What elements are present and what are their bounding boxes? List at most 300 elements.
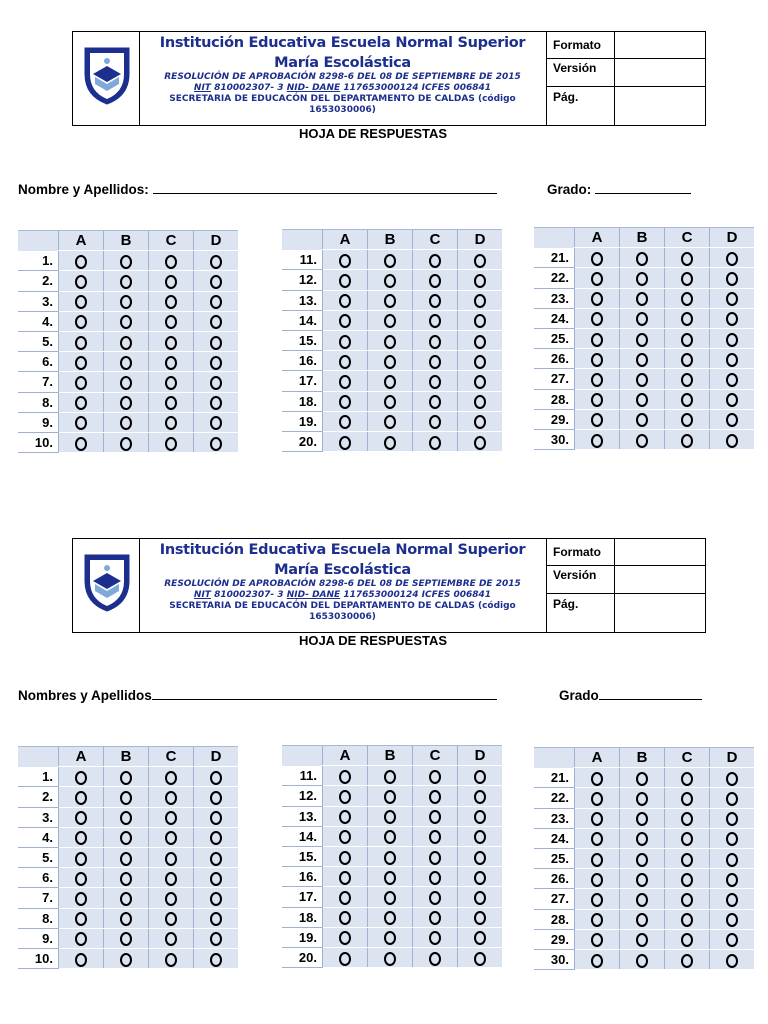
answer-bubble-icon[interactable] (75, 396, 87, 410)
answer-bubble-icon[interactable] (165, 872, 177, 886)
question-number: 18. (282, 907, 323, 927)
answer-bubble-icon[interactable] (636, 772, 648, 786)
answer-cell (149, 352, 194, 372)
answer-bubble-icon[interactable] (591, 954, 603, 968)
answer-bubble-icon[interactable] (429, 375, 441, 389)
answer-bubble-icon[interactable] (681, 873, 693, 887)
answer-bubble-icon[interactable] (339, 952, 351, 966)
answer-bubble-icon[interactable] (165, 336, 177, 350)
question-row (18, 948, 238, 968)
answer-bubble-icon[interactable] (165, 811, 177, 825)
answer-bubble-icon[interactable] (591, 312, 603, 326)
answer-bubble-icon[interactable] (726, 413, 738, 427)
answer-bubble-icon[interactable] (120, 852, 132, 866)
answer-bubble-icon[interactable] (165, 771, 177, 785)
answer-bubble-icon[interactable] (474, 335, 486, 349)
answer-cell (710, 389, 755, 409)
answer-bubble-icon[interactable] (474, 790, 486, 804)
answer-bubble-icon[interactable] (429, 790, 441, 804)
answer-bubble-icon[interactable] (474, 931, 486, 945)
answer-bubble-icon[interactable] (636, 933, 648, 947)
option-header-row (534, 748, 754, 768)
answer-cell (620, 788, 665, 808)
answer-bubble-icon[interactable] (681, 913, 693, 927)
answer-bubble-icon[interactable] (591, 373, 603, 387)
answer-cell (149, 868, 194, 888)
answer-cell (194, 432, 239, 452)
answer-bubble-icon[interactable] (429, 830, 441, 844)
answer-bubble-icon[interactable] (681, 954, 693, 968)
answer-bubble-icon[interactable] (726, 913, 738, 927)
option-header: B (104, 747, 149, 767)
answer-bubble-icon[interactable] (429, 415, 441, 429)
answer-bubble-icon[interactable] (120, 275, 132, 289)
answer-bubble-icon[interactable] (726, 812, 738, 826)
answer-bubble-icon[interactable] (591, 933, 603, 947)
answer-bubble-icon[interactable] (726, 393, 738, 407)
answer-bubble-icon[interactable] (384, 375, 396, 389)
answer-bubble-icon[interactable] (75, 791, 87, 805)
answer-bubble-icon[interactable] (120, 811, 132, 825)
answer-bubble-icon[interactable] (429, 810, 441, 824)
answer-bubble-icon[interactable] (75, 336, 87, 350)
answer-bubble-icon[interactable] (339, 810, 351, 824)
question-row (282, 250, 502, 270)
answer-bubble-icon[interactable] (384, 274, 396, 288)
answer-bubble-icon[interactable] (636, 832, 648, 846)
answer-bubble-icon[interactable] (681, 353, 693, 367)
answer-bubble-icon[interactable] (210, 275, 222, 289)
answer-bubble-icon[interactable] (636, 413, 648, 427)
answer-bubble-icon[interactable] (339, 274, 351, 288)
answer-bubble-icon[interactable] (339, 375, 351, 389)
answer-bubble-icon[interactable] (120, 771, 132, 785)
answer-bubble-icon[interactable] (165, 831, 177, 845)
answer-bubble-icon[interactable] (339, 931, 351, 945)
answer-bubble-icon[interactable] (429, 355, 441, 369)
answer-cell (458, 947, 503, 967)
answer-bubble-icon[interactable] (75, 892, 87, 906)
answer-bubble-icon[interactable] (474, 770, 486, 784)
answer-bubble-icon[interactable] (384, 891, 396, 905)
answer-bubble-icon[interactable] (726, 832, 738, 846)
answer-bubble-icon[interactable] (681, 893, 693, 907)
answer-bubble-icon[interactable] (429, 294, 441, 308)
answer-bubble-icon[interactable] (429, 891, 441, 905)
answer-bubble-icon[interactable] (591, 272, 603, 286)
answer-bubble-icon[interactable] (636, 272, 648, 286)
answer-bubble-icon[interactable] (636, 853, 648, 867)
answer-bubble-icon[interactable] (636, 312, 648, 326)
answer-bubble-icon[interactable] (636, 812, 648, 826)
answer-bubble-icon[interactable] (681, 434, 693, 448)
answer-bubble-icon[interactable] (474, 851, 486, 865)
answer-bubble-icon[interactable] (681, 792, 693, 806)
answer-bubble-icon[interactable] (591, 333, 603, 347)
answer-bubble-icon[interactable] (339, 790, 351, 804)
answer-bubble-icon[interactable] (591, 772, 603, 786)
answer-bubble-icon[interactable] (384, 415, 396, 429)
answer-bubble-icon[interactable] (210, 336, 222, 350)
answer-bubble-icon[interactable] (210, 811, 222, 825)
answer-bubble-icon[interactable] (165, 791, 177, 805)
answer-bubble-icon[interactable] (120, 912, 132, 926)
answer-bubble-icon[interactable] (636, 393, 648, 407)
answer-bubble-icon[interactable] (474, 830, 486, 844)
answer-bubble-icon[interactable] (681, 333, 693, 347)
answer-cell (620, 248, 665, 268)
answer-bubble-icon[interactable] (474, 952, 486, 966)
answer-bubble-icon[interactable] (165, 416, 177, 430)
answer-bubble-icon[interactable] (75, 255, 87, 269)
answer-bubble-icon[interactable] (75, 932, 87, 946)
answer-bubble-icon[interactable] (75, 416, 87, 430)
answer-bubble-icon[interactable] (474, 911, 486, 925)
sheet-header (72, 538, 706, 633)
answer-cell (149, 372, 194, 392)
answer-bubble-icon[interactable] (75, 376, 87, 390)
answer-bubble-icon[interactable] (120, 791, 132, 805)
answer-bubble-icon[interactable] (165, 295, 177, 309)
answer-bubble-icon[interactable] (210, 872, 222, 886)
answer-bubble-icon[interactable] (210, 791, 222, 805)
answer-bubble-icon[interactable] (726, 333, 738, 347)
answer-bubble-icon[interactable] (474, 314, 486, 328)
answer-bubble-icon[interactable] (681, 373, 693, 387)
answer-bubble-icon[interactable] (636, 292, 648, 306)
answer-bubble-icon[interactable] (591, 893, 603, 907)
answer-bubble-icon[interactable] (165, 852, 177, 866)
answer-cell (323, 786, 368, 806)
question-row (534, 949, 754, 969)
answer-bubble-icon[interactable] (429, 931, 441, 945)
answer-bubble-icon[interactable] (726, 353, 738, 367)
answer-bubble-icon[interactable] (726, 312, 738, 326)
answer-bubble-icon[interactable] (165, 912, 177, 926)
answer-bubble-icon[interactable] (210, 831, 222, 845)
answer-bubble-icon[interactable] (210, 932, 222, 946)
answer-bubble-icon[interactable] (75, 295, 87, 309)
answer-bubble-icon[interactable] (120, 336, 132, 350)
answer-cell (323, 766, 368, 786)
answer-bubble-icon[interactable] (429, 314, 441, 328)
answer-bubble-icon[interactable] (210, 953, 222, 967)
answer-bubble-icon[interactable] (210, 376, 222, 390)
answer-bubble-icon[interactable] (210, 295, 222, 309)
answer-bubble-icon[interactable] (120, 356, 132, 370)
answer-bubble-icon[interactable] (591, 252, 603, 266)
answer-bubble-icon[interactable] (120, 295, 132, 309)
student-name-field[interactable] (18, 687, 497, 703)
answer-bubble-icon[interactable] (120, 396, 132, 410)
answer-bubble-icon[interactable] (681, 292, 693, 306)
answer-bubble-icon[interactable] (75, 315, 87, 329)
answer-bubble-icon[interactable] (75, 275, 87, 289)
answer-bubble-icon[interactable] (120, 437, 132, 451)
answer-bubble-icon[interactable] (591, 393, 603, 407)
question-row (534, 889, 754, 909)
answer-bubble-icon[interactable] (474, 810, 486, 824)
answer-bubble-icon[interactable] (636, 373, 648, 387)
answer-bubble-icon[interactable] (429, 395, 441, 409)
answer-bubble-icon[interactable] (681, 933, 693, 947)
answer-bubble-icon[interactable] (210, 852, 222, 866)
answer-bubble-icon[interactable] (591, 353, 603, 367)
answer-bubble-icon[interactable] (474, 274, 486, 288)
answer-bubble-icon[interactable] (384, 871, 396, 885)
answer-bubble-icon[interactable] (339, 254, 351, 268)
answer-cell (458, 391, 503, 411)
answer-bubble-icon[interactable] (429, 274, 441, 288)
question-row (18, 271, 238, 291)
answer-bubble-icon[interactable] (726, 373, 738, 387)
answer-bubble-icon[interactable] (339, 335, 351, 349)
resolution-text: RESOLUCIÓN DE APROBACIÓN 8298-6 DEL 08 DE SEPTIEMBRE DE 2015 (164, 72, 521, 82)
answer-bubble-icon[interactable] (591, 853, 603, 867)
answer-bubble-icon[interactable] (210, 315, 222, 329)
answer-bubble-icon[interactable] (636, 252, 648, 266)
answer-bubble-icon[interactable] (681, 772, 693, 786)
answer-bubble-icon[interactable] (75, 356, 87, 370)
answer-bubble-icon[interactable] (681, 252, 693, 266)
answer-bubble-icon[interactable] (474, 891, 486, 905)
answer-cell (620, 848, 665, 868)
answer-bubble-icon[interactable] (474, 355, 486, 369)
answer-bubble-icon[interactable] (165, 892, 177, 906)
answer-bubble-icon[interactable] (75, 771, 87, 785)
answer-cell (104, 392, 149, 412)
answer-bubble-icon[interactable] (726, 933, 738, 947)
answer-bubble-icon[interactable] (636, 353, 648, 367)
answer-cell (323, 927, 368, 947)
answer-bubble-icon[interactable] (591, 832, 603, 846)
answer-bubble-icon[interactable] (120, 932, 132, 946)
answer-bubble-icon[interactable] (210, 892, 222, 906)
answer-bubble-icon[interactable] (429, 871, 441, 885)
answer-bubble-icon[interactable] (726, 873, 738, 887)
answer-bubble-icon[interactable] (120, 872, 132, 886)
answer-bubble-icon[interactable] (339, 355, 351, 369)
answer-bubble-icon[interactable] (384, 314, 396, 328)
answer-cell (458, 887, 503, 907)
answer-bubble-icon[interactable] (636, 954, 648, 968)
answer-bubble-icon[interactable] (681, 413, 693, 427)
answer-bubble-icon[interactable] (636, 913, 648, 927)
answer-bubble-icon[interactable] (339, 871, 351, 885)
answer-bubble-icon[interactable] (339, 891, 351, 905)
question-row (534, 808, 754, 828)
answer-bubble-icon[interactable] (636, 333, 648, 347)
answer-bubble-icon[interactable] (591, 913, 603, 927)
question-number: 30. (534, 429, 575, 449)
answer-bubble-icon[interactable] (384, 254, 396, 268)
question-number: 23. (534, 288, 575, 308)
answer-bubble-icon[interactable] (474, 436, 486, 450)
answer-bubble-icon[interactable] (429, 254, 441, 268)
answer-bubble-icon[interactable] (726, 853, 738, 867)
question-row (282, 411, 502, 431)
logo-cell (73, 32, 140, 125)
answer-bubble-icon[interactable] (210, 416, 222, 430)
answer-bubble-icon[interactable] (591, 873, 603, 887)
answer-bubble-icon[interactable] (384, 830, 396, 844)
grade-label: Grado: (547, 182, 596, 197)
answer-cell (710, 288, 755, 308)
question-number: 1. (18, 251, 59, 271)
answer-bubble-icon[interactable] (120, 953, 132, 967)
answer-bubble-icon[interactable] (339, 911, 351, 925)
answer-bubble-icon[interactable] (429, 770, 441, 784)
option-header: B (620, 748, 665, 768)
answer-bubble-icon[interactable] (75, 852, 87, 866)
answer-bubble-icon[interactable] (384, 355, 396, 369)
answer-bubble-icon[interactable] (429, 952, 441, 966)
answer-bubble-icon[interactable] (165, 356, 177, 370)
answer-bubble-icon[interactable] (591, 792, 603, 806)
answer-bubble-icon[interactable] (429, 911, 441, 925)
answer-bubble-icon[interactable] (120, 892, 132, 906)
answer-cell (368, 867, 413, 887)
grade-field[interactable] (559, 687, 702, 703)
answer-cell (665, 429, 710, 449)
answer-bubble-icon[interactable] (429, 335, 441, 349)
answer-cell (59, 928, 104, 948)
answer-bubble-icon[interactable] (681, 832, 693, 846)
answer-bubble-icon[interactable] (591, 413, 603, 427)
answer-bubble-icon[interactable] (474, 415, 486, 429)
answer-bubble-icon[interactable] (681, 853, 693, 867)
answer-cell (194, 847, 239, 867)
answer-bubble-icon[interactable] (591, 292, 603, 306)
answer-bubble-icon[interactable] (339, 314, 351, 328)
answer-bubble-icon[interactable] (429, 436, 441, 450)
answer-cell (149, 331, 194, 351)
answer-bubble-icon[interactable] (339, 395, 351, 409)
question-row (18, 807, 238, 827)
grade-field[interactable] (547, 181, 691, 197)
answer-bubble-icon[interactable] (120, 416, 132, 430)
answer-bubble-icon[interactable] (384, 770, 396, 784)
answer-bubble-icon[interactable] (75, 912, 87, 926)
answer-bubble-icon[interactable] (474, 375, 486, 389)
answer-bubble-icon[interactable] (339, 294, 351, 308)
answer-bubble-icon[interactable] (165, 376, 177, 390)
answer-bubble-icon[interactable] (636, 873, 648, 887)
answer-bubble-icon[interactable] (210, 396, 222, 410)
answer-bubble-icon[interactable] (384, 810, 396, 824)
answer-bubble-icon[interactable] (384, 931, 396, 945)
answer-bubble-icon[interactable] (384, 790, 396, 804)
question-number: 6. (18, 352, 59, 372)
answer-bubble-icon[interactable] (681, 272, 693, 286)
answer-bubble-icon[interactable] (165, 275, 177, 289)
answer-bubble-icon[interactable] (474, 294, 486, 308)
answer-bubble-icon[interactable] (165, 396, 177, 410)
answer-bubble-icon[interactable] (165, 437, 177, 451)
question-row (282, 846, 502, 866)
answer-bubble-icon[interactable] (339, 770, 351, 784)
answer-bubble-icon[interactable] (384, 911, 396, 925)
answer-bubble-icon[interactable] (339, 830, 351, 844)
answer-bubble-icon[interactable] (636, 893, 648, 907)
answer-bubble-icon[interactable] (726, 434, 738, 448)
answer-bubble-icon[interactable] (384, 395, 396, 409)
answer-cell (413, 411, 458, 431)
answer-bubble-icon[interactable] (120, 255, 132, 269)
answer-bubble-icon[interactable] (726, 954, 738, 968)
answer-bubble-icon[interactable] (474, 395, 486, 409)
answer-bubble-icon[interactable] (636, 792, 648, 806)
answer-bubble-icon[interactable] (210, 437, 222, 451)
answer-bubble-icon[interactable] (210, 255, 222, 269)
answer-cell (104, 352, 149, 372)
answer-bubble-icon[interactable] (474, 871, 486, 885)
answer-bubble-icon[interactable] (681, 812, 693, 826)
logo-cell (73, 539, 140, 632)
answer-bubble-icon[interactable] (384, 294, 396, 308)
answer-bubble-icon[interactable] (210, 912, 222, 926)
answer-cell (368, 310, 413, 330)
answer-bubble-icon[interactable] (165, 932, 177, 946)
answer-bubble-icon[interactable] (75, 872, 87, 886)
answer-bubble-icon[interactable] (120, 831, 132, 845)
answer-bubble-icon[interactable] (591, 434, 603, 448)
question-row (534, 409, 754, 429)
answer-bubble-icon[interactable] (726, 893, 738, 907)
answer-bubble-icon[interactable] (165, 255, 177, 269)
answer-bubble-icon[interactable] (636, 434, 648, 448)
answer-bubble-icon[interactable] (681, 312, 693, 326)
answer-bubble-icon[interactable] (429, 851, 441, 865)
answer-bubble-icon[interactable] (165, 315, 177, 329)
answer-bubble-icon[interactable] (75, 953, 87, 967)
answer-bubble-icon[interactable] (339, 436, 351, 450)
answer-cell (149, 432, 194, 452)
answer-cell (59, 847, 104, 867)
answer-cell (620, 369, 665, 389)
answer-bubble-icon[interactable] (120, 315, 132, 329)
answer-bubble-icon[interactable] (210, 356, 222, 370)
answer-bubble-icon[interactable] (726, 272, 738, 286)
answer-bubble-icon[interactable] (384, 851, 396, 865)
answer-bubble-icon[interactable] (384, 436, 396, 450)
answer-bubble-icon[interactable] (120, 376, 132, 390)
option-header: D (710, 228, 755, 248)
answer-bubble-icon[interactable] (384, 952, 396, 966)
student-name-field[interactable] (18, 181, 497, 197)
answer-bubble-icon[interactable] (726, 772, 738, 786)
answer-bubble-icon[interactable] (75, 831, 87, 845)
answer-bubble-icon[interactable] (165, 953, 177, 967)
answer-bubble-icon[interactable] (591, 812, 603, 826)
answer-bubble-icon[interactable] (681, 393, 693, 407)
answer-bubble-icon[interactable] (339, 851, 351, 865)
answer-bubble-icon[interactable] (384, 335, 396, 349)
answer-bubble-icon[interactable] (210, 771, 222, 785)
answer-bubble-icon[interactable] (75, 811, 87, 825)
answer-bubble-icon[interactable] (339, 415, 351, 429)
answer-cell (575, 889, 620, 909)
answer-cell (368, 270, 413, 290)
answer-cell (104, 827, 149, 847)
answer-bubble-icon[interactable] (75, 437, 87, 451)
answer-bubble-icon[interactable] (474, 254, 486, 268)
answer-bubble-icon[interactable] (726, 252, 738, 266)
answer-bubble-icon[interactable] (726, 292, 738, 306)
answer-cell (149, 908, 194, 928)
question-number: 15. (282, 846, 323, 866)
answer-bubble-icon[interactable] (726, 792, 738, 806)
